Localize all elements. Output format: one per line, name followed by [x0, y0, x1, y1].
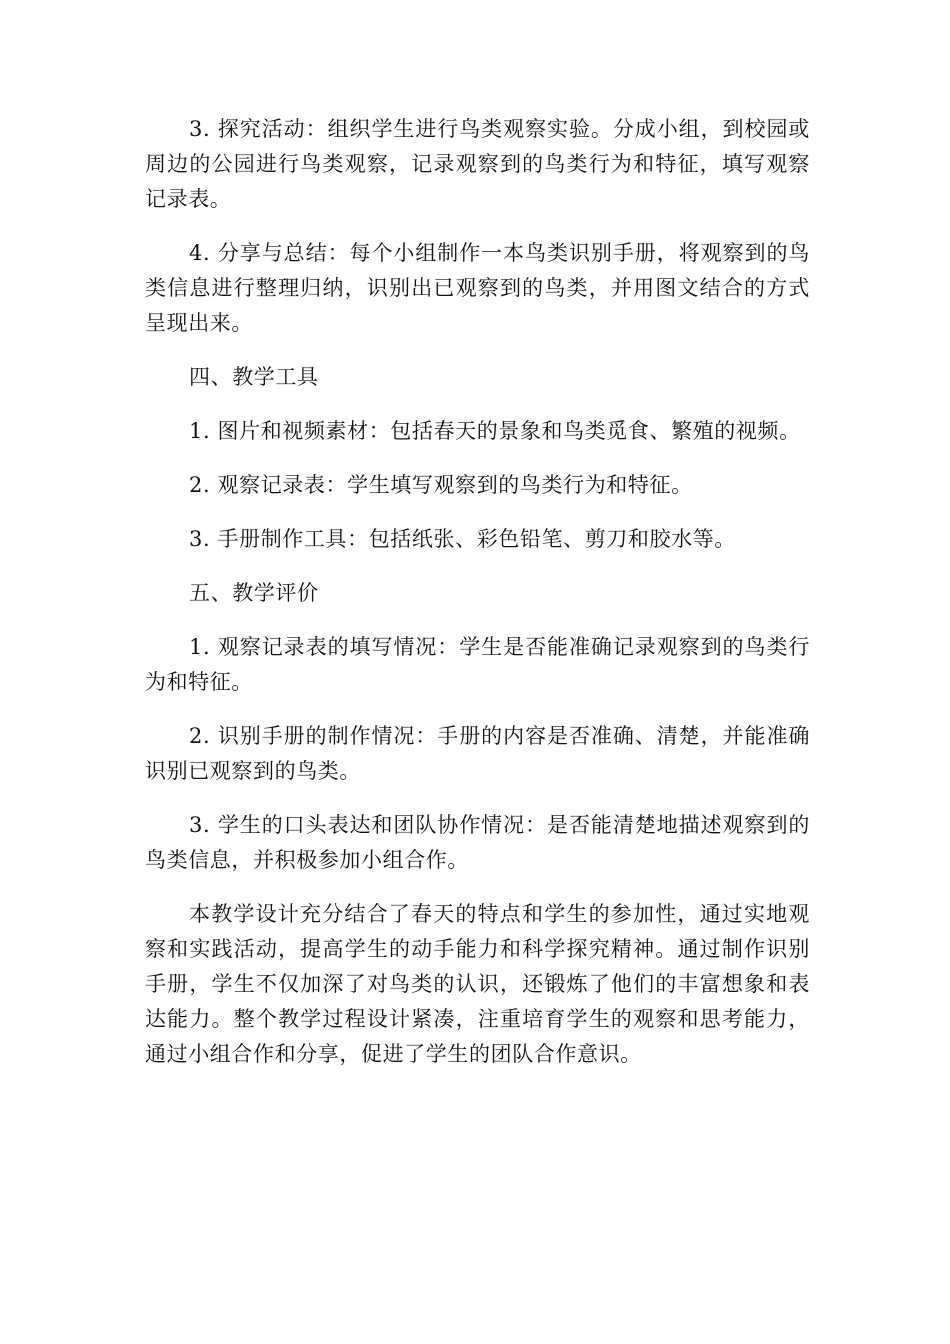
paragraph-eval-handbook: 2. 识别手册的制作情况：手册的内容是否准确、清楚，并能准确识别已观察到的鸟类。 [145, 724, 810, 783]
paragraph-tool-record-sheet: 2. 观察记录表：学生填写观察到的鸟类行为和特征。 [189, 473, 693, 497]
paragraph-tool-media: 1. 图片和视频素材：包括春天的景象和鸟类觅食、繁殖的视频。 [189, 419, 801, 443]
paragraph-conclusion: 本教学设计充分结合了春天的特点和学生的参加性，通过实地观察和实践活动，提高学生的动手能力和科学探究精神。通过制作识别手册，学生不仅加深了对鸟类的认识，还锻炼了他们的丰富想象和表达能力。整个教学过程设计紧凑，注重培育学生的观察和思考能力，通过小组合作和分享，促进了学生的团队合作意识。 [145, 902, 810, 1066]
paragraph-tool-handbook: 3. 手册制作工具：包括纸张、彩色铅笔、剪刀和胶水等。 [189, 527, 736, 551]
section-heading-teaching-evaluation: 五、教学评价 [189, 581, 319, 605]
paragraph-share-summary: 4. 分享与总结：每个小组制作一本鸟类识别手册，将观察到的鸟类信息进行整理归纳，识别出已观察到的鸟类，并用图文结合的方式呈现出来。 [145, 241, 810, 335]
section-heading-teaching-tools: 四、教学工具 [189, 365, 319, 389]
document-body [145, 112, 810, 1072]
paragraph-eval-teamwork: 3. 学生的口头表达和团队协作情况：是否能清楚地描述观察到的鸟类信息，并积极参加小组合作。 [145, 813, 810, 872]
paragraph-eval-record-sheet: 1. 观察记录表的填写情况：学生是否能准确记录观察到的鸟类行为和特征。 [145, 635, 810, 694]
paragraph-inquiry-activity: 3. 探究活动：组织学生进行鸟类观察实验。分成小组，到校园或周边的公园进行鸟类观察，记录观察到的鸟类行为和特征，填写观察记录表。 [145, 117, 810, 211]
